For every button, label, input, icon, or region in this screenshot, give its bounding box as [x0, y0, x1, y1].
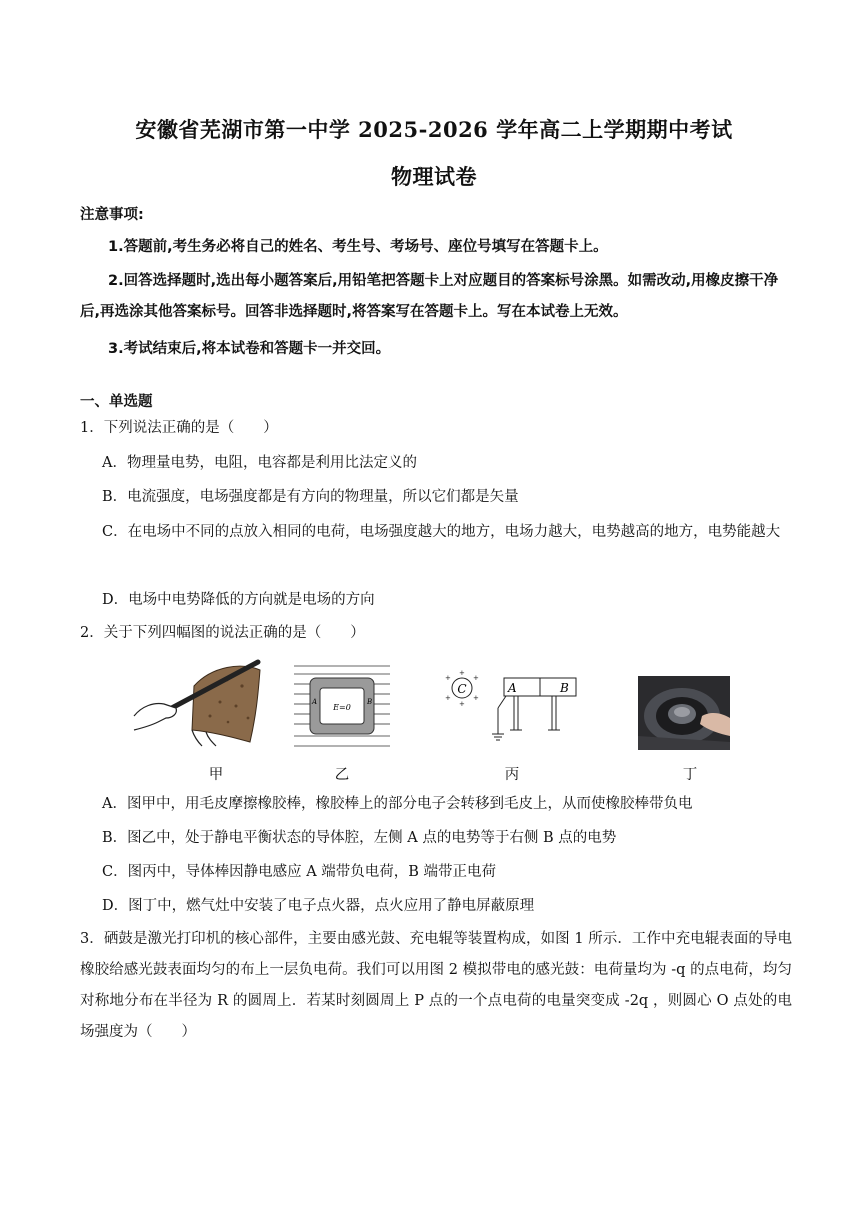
- q1-option-b: B．电流强度，电场强度都是有方向的物理量，所以它们都是矢量: [102, 489, 519, 505]
- fig-yi-label-b: B: [367, 698, 373, 706]
- q1-option-d: D．电场中电势降低的方向就是电场的方向: [102, 592, 375, 608]
- q2-stem: 2．关于下列四幅图的说法正确的是（ ）: [80, 625, 365, 641]
- q2-option-c: C．图丙中，导体棒因静电感应 A 端带负电荷，B 端带正电荷: [102, 864, 497, 880]
- q2-option-d: D．图丁中，燃气灶中安装了电子点火器，点火应用了静电屏蔽原理: [102, 898, 535, 914]
- section-title: 一、单选题: [80, 394, 153, 410]
- q3-text: 3．硒鼓是激光打印机的核心部件，主要由感光鼓、充电辊等装置构成，如图 1 所示．工作中充电辊表面的导电橡胶给感光鼓表面均匀的布上一层负电荷。我们可以用图 2 模拟带电的感光鼓：电荷量均为 -q 的点电荷，均匀对称地分布在半径为 R 的圆周上．若某时刻圆周上 P 点的一个点电荷的电量突变成 -2q ，则圆心 O 点处的电场强度为（ ）: [80, 931, 792, 1040]
- svg-text:+: +: [473, 674, 479, 682]
- fig-bing-label-b: B: [560, 681, 569, 695]
- svg-text:+: +: [473, 694, 479, 702]
- svg-text:+: +: [445, 694, 451, 702]
- q2-option-a: A．图甲中，用毛皮摩擦橡胶棒，橡胶棒上的部分电子会转移到毛皮上，从而使橡胶棒带负电: [102, 796, 693, 812]
- svg-text:+: +: [459, 700, 465, 708]
- fig-yi-label-a: A: [312, 698, 318, 706]
- fig-bing-label-c: C: [457, 682, 467, 696]
- fig-yi-cavity-image: [292, 658, 392, 754]
- caption-jia: 甲: [208, 767, 224, 783]
- caption-ding: 丁: [682, 767, 698, 783]
- fig-ding-stove-image: [638, 676, 730, 750]
- fig-jia-rubbing-image: [132, 656, 264, 748]
- note-item-3: 3.考试结束后,将本试卷和答题卡一并交回。: [108, 341, 391, 357]
- fig-bing-label-a: A: [508, 681, 517, 695]
- fig-yi-field-label: E=0: [333, 703, 351, 712]
- q1-option-a: A．物理量电势，电阻，电容都是利用比法定义的: [102, 455, 417, 471]
- caption-yi: 乙: [334, 767, 350, 783]
- notes-heading: 注意事项:: [80, 207, 144, 223]
- note-item-1: 1.答题前,考生务必将自己的姓名、考生号、考场号、座位号填写在答题卡上。: [108, 239, 608, 255]
- note-item-2: 2.回答选择题时,选出每小题答案后,用铅笔把答题卡上对应题目的答案标号涂黑。如需改动,用橡皮擦干净后,再选涂其他答案标号。回答非选择题时,将答案写在答题卡上。写在本试卷上无效。: [80, 273, 779, 320]
- q1-option-c: C．在电场中不同的点放入相同的电荷，电场强度越大的地方，电场力越大，电势越高的地方，电势能越大: [102, 524, 781, 540]
- q1-stem: 1．下列说法正确的是（ ）: [80, 420, 278, 436]
- exam-subtitle: 物理试卷: [391, 164, 477, 189]
- svg-text:+: +: [459, 669, 465, 677]
- exam-title: 安徽省芜湖市第一中学 2025-2026 学年高二上学期期中考试: [135, 117, 733, 142]
- caption-bing: 丙: [504, 767, 520, 783]
- q2-option-b: B．图乙中，处于静电平衡状态的导体腔，左侧 A 点的电势等于右侧 B 点的电势: [102, 830, 617, 846]
- svg-text:+: +: [445, 674, 451, 682]
- fig-bing-induction-image: [444, 668, 580, 748]
